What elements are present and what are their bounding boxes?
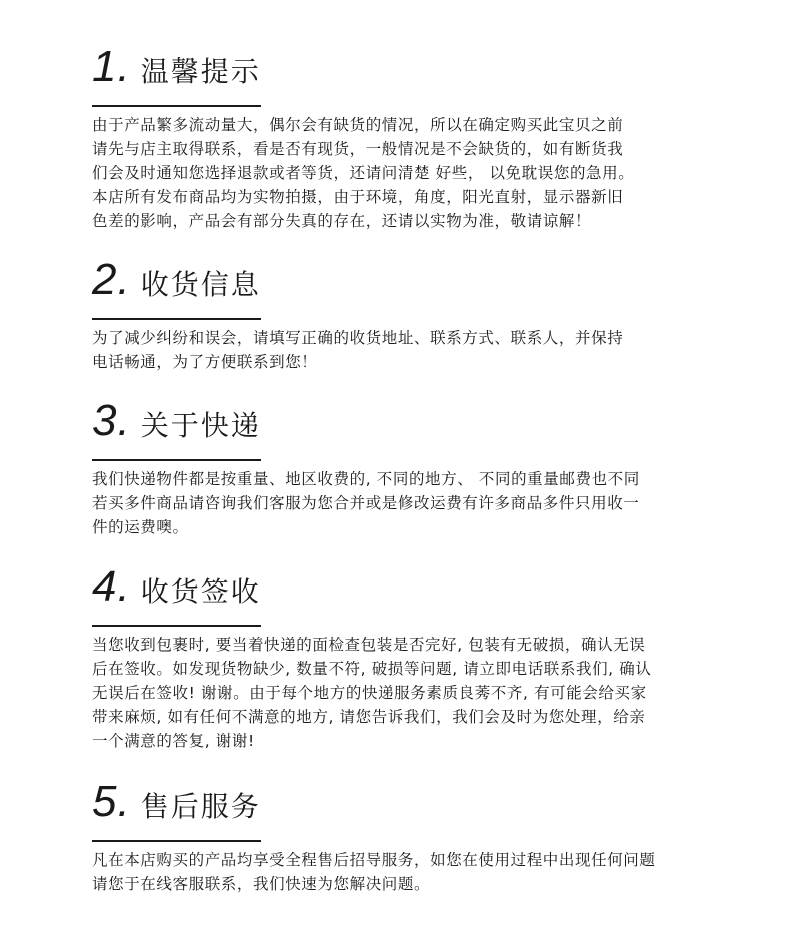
- section-tips: [92, 42, 752, 233]
- section-title: 关于快递: [140, 409, 261, 442]
- section-title: 收货信息: [140, 268, 261, 301]
- body-line: 当您收到包裹时, 要当着快递的面检查包装是否完好, 包装有无破损，确认无误: [92, 636, 646, 654]
- section-body: [92, 113, 752, 233]
- section-heading: [92, 777, 261, 836]
- body-line: 我们快递物件都是按重量、地区收费的, 不同的地方、 不同的重量邮费也不同: [92, 470, 640, 488]
- heading-underline: [92, 318, 261, 320]
- section-body: [92, 633, 752, 753]
- section-title: 售后服务: [140, 790, 261, 823]
- body-line: 带来麻烦, 如有任何不满意的地方, 请您告诉我们，我们会及时为您处理，给亲: [92, 708, 646, 726]
- section-express: [92, 396, 752, 539]
- body-line: 为了减少纠纷和误会，请填写正确的收货地址、联系方式、联系人，并保持: [92, 329, 624, 347]
- heading-underline: [92, 459, 261, 461]
- body-line: 们会及时通知您选择退款或者等货，还请问清楚 好些， 以免耽误您的急用。: [92, 164, 635, 182]
- section-body: [92, 326, 752, 374]
- body-line: 由于产品繁多流动量大，偶尔会有缺货的情况，所以在确定购买此宝贝之前: [92, 116, 624, 134]
- section-title: 收货签收: [140, 575, 261, 608]
- heading-underline: [92, 105, 261, 107]
- heading-underline: [92, 840, 261, 842]
- section-number: 1.: [92, 42, 131, 91]
- section-body: [92, 848, 752, 896]
- section-receipt: [92, 562, 752, 753]
- body-line: 件的运费噢。: [92, 518, 189, 536]
- body-line: 无误后在签收! 谢谢。由于每个地方的快递服务素质良莠不齐, 有可能会给买家: [92, 684, 647, 702]
- section-number: 5.: [92, 777, 131, 826]
- section-heading: [92, 562, 261, 621]
- body-line: 后在签收。如发现货物缺少, 数量不符, 破损等问题, 请立即电话联系我们, 确认: [92, 660, 652, 678]
- body-line: 请您于在线客服联系，我们快速为您解决问题。: [92, 875, 431, 893]
- section-after-sales: [92, 777, 752, 896]
- section-heading: [92, 42, 261, 101]
- section-body: [92, 467, 752, 539]
- section-number: 2.: [92, 255, 131, 304]
- section-number: 4.: [92, 562, 131, 611]
- body-line: 色差的影响，产品会有部分失真的存在，还请以实物为准，敬请谅解！: [92, 212, 592, 230]
- section-heading: [92, 255, 261, 314]
- body-line: 一个满意的答复, 谢谢!: [92, 732, 255, 750]
- body-line: 电话畅通，为了方便联系到您！: [92, 353, 318, 371]
- body-line: 凡在本店购买的产品均享受全程售后招导服务，如您在使用过程中出现任何问题: [92, 851, 656, 869]
- section-heading: [92, 396, 261, 455]
- heading-underline: [92, 625, 261, 627]
- section-shipping-info: [92, 255, 752, 374]
- body-line: 若买多件商品请咨询我们客服为您合并或是修改运费有许多商品多件只用收一: [92, 494, 640, 512]
- section-title: 温馨提示: [140, 55, 261, 88]
- body-line: 请先与店主取得联系，看是否有现货，一般情况是不会缺货的，如有断货我: [92, 140, 624, 158]
- body-line: 本店所有发布商品均为实物拍摄，由于环境，角度，阳光直射，显示器新旧: [92, 188, 624, 206]
- section-number: 3.: [92, 396, 131, 445]
